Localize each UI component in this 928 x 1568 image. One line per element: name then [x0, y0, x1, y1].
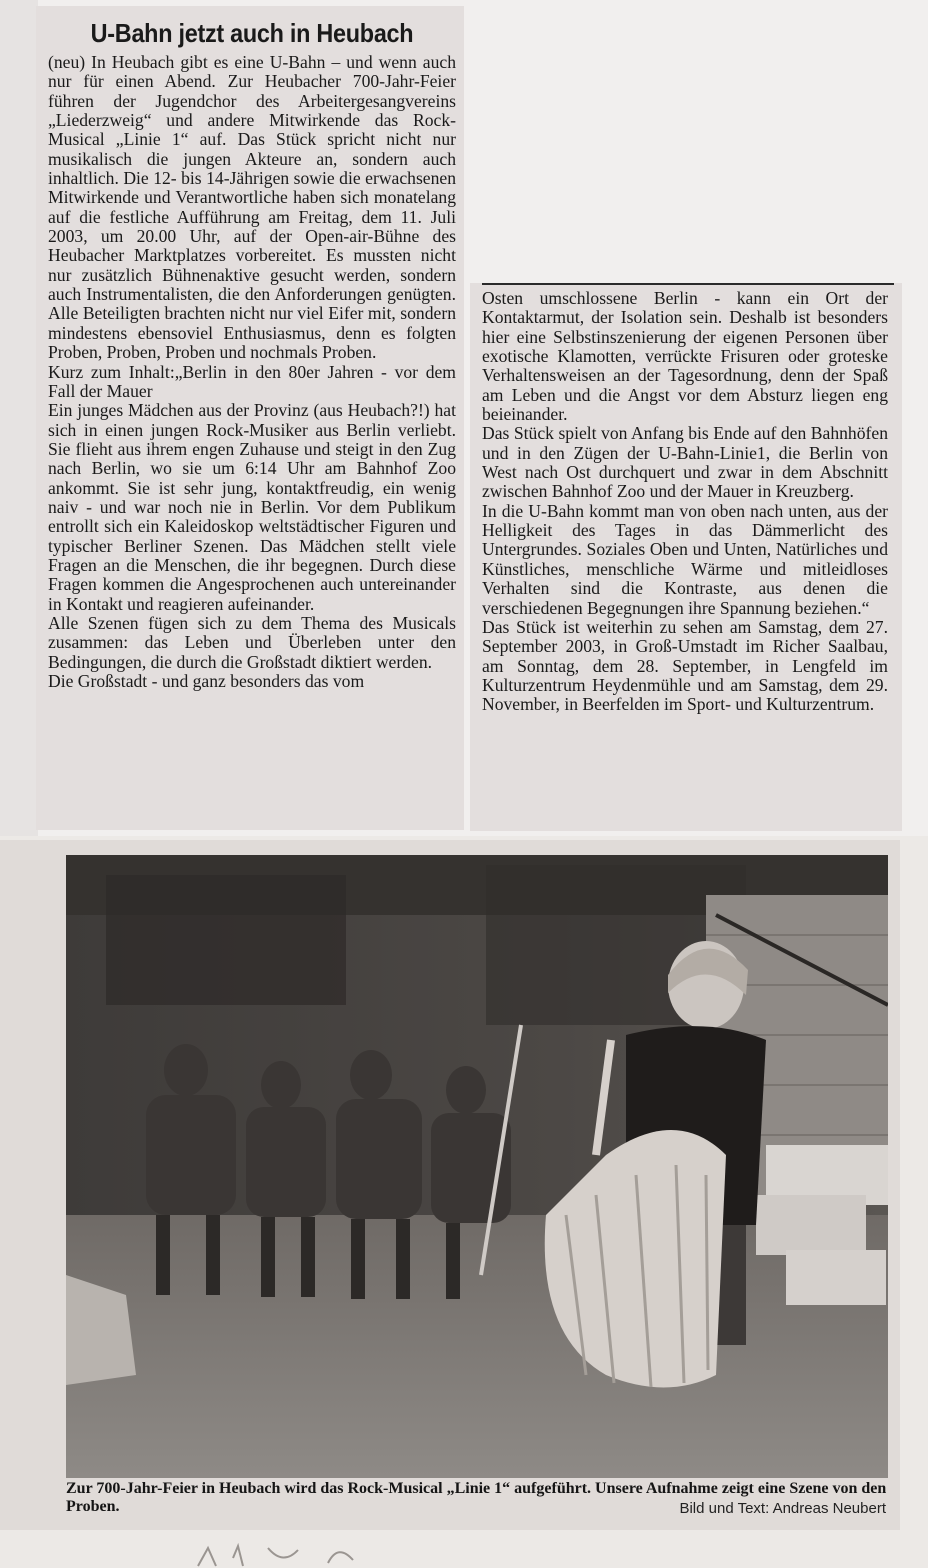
article-clipping-left [36, 6, 464, 830]
paragraph: Ein junges Mädchen aus der Provinz (aus Heubach?!) hat sich in einen jungen Rock-Musiker aus Berlin verliebt. Sie flieht aus ihrem engen Zuhause und steigt in den Zug nach Berlin, wo sie um 6:14 Uhr am Bahnhof Zoo ankommt. Sie ist sehr jung, kontaktfreudig, ein wenig naiv - und war noch nie in Berlin. Vor dem Publikum entrollt sich ein Kaleidoskop weltstädtischer Figuren und typischer Berliner Szenen. Das Mädchen stellt viele Fragen an die Menschen, die ihr begegnen. Durch diese Fragen kommen die Angesprochenen auch untereinander in Kontakt und reagieren aufeinander. [48, 400, 456, 614]
photo-caption: Zur 700-Jahr-Feier in Heubach wird das Rock-Musical „Linie 1“ aufgeführt. Unsere Aufnahme zeigt eine Szene von den Proben. [66, 1480, 887, 1515]
paragraph: Das Stück ist weiterhin zu sehen am Samstag, dem 27. September 2003, in Groß-Umstadt im Richer Saalbau, am Sonntag, dem 28. September, in Lengfeld im Kulturzentrum Heydenmühle und am Samstag, dem 29. November, in Beerfelden im Sport- und Kulturzentrum. [482, 616, 888, 715]
article-right-column [482, 289, 888, 715]
paragraph: Kurz zum Inhalt:„Berlin in den 80er Jahren - vor dem Fall der Mauer [48, 361, 456, 401]
photo-credit: Bild und Text: Andreas Neubert [679, 1500, 886, 1517]
article-left-column [48, 53, 456, 691]
paragraph: In die U-Bahn kommt man von oben nach unten, aus der Helligkeit des Tages in das Dämmerlicht des Untergrundes. Soziales Oben und Unten, Natürliches und Künstliches, menschliche Wärme und mitleidloses Verhalten sind die Kontraste, aus denen die verschiedenen Begegnungen ihre Spannung beziehen.“ [482, 500, 888, 618]
rehearsal-photo-illustration [66, 855, 888, 1478]
paragraph: Alle Szenen fügen sich zu dem Thema des Musicals zusammen: das Leben und Überleben unter den Bedingungen, die durch die Großstadt diktiert werden. [48, 612, 456, 672]
paragraph: Die Großstadt - und ganz besonders das vom [48, 671, 365, 691]
pencil-scribble [188, 1538, 408, 1568]
article-clipping-right [470, 283, 902, 831]
paragraph: Das Stück spielt von Anfang bis Ende auf den Bahnhöfen und in den Zügen der U-Bahn-Linie1, die Berlin von West nach Ost durchquert und zwar in dem Abschnitt zwischen Bahnhof Zoo und der Mauer in Kreuzberg. [482, 423, 888, 502]
paragraph: (neu) In Heubach gibt es eine U-Bahn – und wenn auch nur für einen Abend. Zur Heubacher 700-Jahr-Feier führen der Jugendchor des Arbeitergesangvereins „Liederzweig“ und andere Mitwirkende das Rock-Musical „Linie 1“ auf. Das Stück spricht nicht nur musikalisch die jungen Akteure an, sondern auch inhaltlich. Die 12- bis 14-Jährigen sowie die erwachsenen Mitwirkende und Verantwortliche haben sich monatelang auf die festliche Aufführung am Freitag, dem 11. Juli 2003, um 20.00 Uhr, auf der Open-air-Bühne des Heubacher Marktplatzes vorbereitet. Es mussten nicht nur zusätzlich Bühnenaktive gesucht werden, sondern auch Instrumentalisten, die den Anforderungen genügten. Alle Beteiligten brachten nicht nur viel Eifer mit, sondern mindestens ebensoviel Enthusiasmus, denn es folgten Proben, Proben, Proben und nochmals Proben. [48, 52, 456, 363]
rehearsal-photo [66, 855, 888, 1478]
article-headline: U-Bahn jetzt auch in Heubach [90, 18, 414, 48]
paragraph: Osten umschlossene Berlin - kann ein Ort der Kontaktarmut, der Isolation sein. Deshalb ist besonders hier eine Selbstinszenierung der eigenen Personen über exotische Klamotten, verrückte Frisuren oder groteske Verhaltensweisen an der Tagesordnung, denn der Spaß am Leben und die Angst vor dem Absturz liegen eng beieinander. [482, 288, 888, 425]
